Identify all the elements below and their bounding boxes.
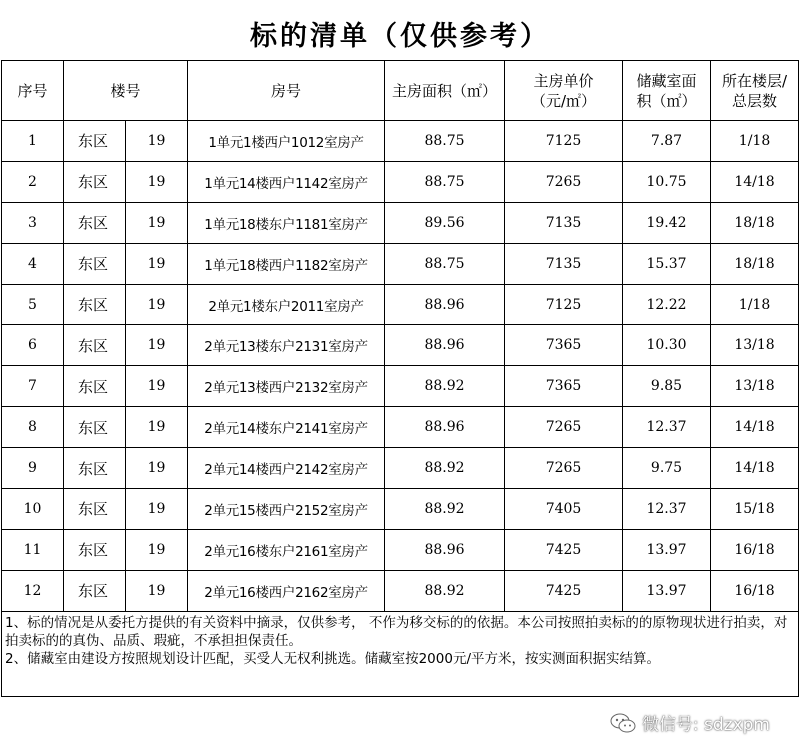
cell-building: 19	[126, 284, 188, 325]
cell-floor: 14/18	[711, 407, 799, 448]
cell-main-area: 88.75	[385, 161, 505, 202]
header-storage-line2: 积（㎡）	[636, 91, 697, 110]
note-1: 1、标的情况是从委托方提供的有关资料中摘录，仅供参考， 不作为移交标的的依据。本公司按照拍卖标的的原物现状进行拍卖，对拍卖标的的真伪、品质、瑕疵，不承担担保责任。	[5, 614, 788, 649]
table-row	[2, 161, 799, 202]
cell-floor: 13/18	[711, 325, 799, 366]
table-row	[2, 489, 799, 530]
cell-floor: 16/18	[711, 570, 799, 611]
cell-storage-area: 12.37	[623, 407, 711, 448]
cell-district: 东区	[64, 161, 126, 202]
header-unit-price-line1: 主房单价	[533, 71, 594, 90]
cell-seq: 1	[2, 121, 64, 162]
cell-building: 19	[126, 366, 188, 407]
cell-seq: 2	[2, 161, 64, 202]
cell-room: 2单元16楼西户2162室房产	[188, 570, 385, 611]
cell-seq: 6	[2, 325, 64, 366]
cell-room: 1单元14楼西户1142室房产	[188, 161, 385, 202]
cell-room: 2单元13楼东户2131室房产	[188, 325, 385, 366]
listing-table	[1, 60, 799, 697]
header-main-area: 主房面积（㎡）	[385, 61, 505, 121]
cell-room: 2单元16楼东户2161室房产	[188, 529, 385, 570]
cell-room: 1单元1楼西户1012室房产	[188, 121, 385, 162]
cell-district: 东区	[64, 407, 126, 448]
cell-building: 19	[126, 202, 188, 243]
cell-building: 19	[126, 243, 188, 284]
cell-main-area: 88.96	[385, 284, 505, 325]
note-2: 2、储藏室由建设方按照规划设计匹配，买受人无权利挑选。储藏室按2000元/平方米，按实测面积据实结算。	[5, 650, 660, 667]
cell-unit-price: 7265	[505, 407, 623, 448]
cell-unit-price: 7365	[505, 366, 623, 407]
cell-storage-area: 10.30	[623, 325, 711, 366]
cell-main-area: 88.92	[385, 570, 505, 611]
cell-district: 东区	[64, 202, 126, 243]
cell-storage-area: 9.75	[623, 448, 711, 489]
cell-district: 东区	[64, 121, 126, 162]
table-row	[2, 284, 799, 325]
cell-building: 19	[126, 489, 188, 530]
cell-unit-price: 7405	[505, 489, 623, 530]
cell-building: 19	[126, 161, 188, 202]
cell-storage-area: 15.37	[623, 243, 711, 284]
cell-building: 19	[126, 407, 188, 448]
table-row	[2, 325, 799, 366]
cell-main-area: 88.92	[385, 448, 505, 489]
cell-unit-price: 7425	[505, 529, 623, 570]
header-seq: 序号	[2, 61, 64, 121]
table-row	[2, 121, 799, 162]
cell-unit-price: 7425	[505, 570, 623, 611]
cell-main-area: 89.56	[385, 202, 505, 243]
cell-room: 1单元18楼东户1181室房产	[188, 202, 385, 243]
cell-main-area: 88.96	[385, 529, 505, 570]
cell-seq: 4	[2, 243, 64, 284]
cell-storage-area: 19.42	[623, 202, 711, 243]
cell-building: 19	[126, 448, 188, 489]
cell-storage-area: 13.97	[623, 529, 711, 570]
cell-room: 2单元13楼西户2132室房产	[188, 366, 385, 407]
notes-cell	[2, 611, 799, 696]
cell-unit-price: 7125	[505, 121, 623, 162]
cell-seq: 9	[2, 448, 64, 489]
watermark-text: 微信号: sdzxpm	[641, 715, 770, 735]
cell-storage-area: 7.87	[623, 121, 711, 162]
cell-unit-price: 7265	[505, 448, 623, 489]
table-row	[2, 243, 799, 284]
cell-floor: 1/18	[711, 121, 799, 162]
cell-storage-area: 10.75	[623, 161, 711, 202]
cell-district: 东区	[64, 366, 126, 407]
cell-room: 2单元14楼西户2142室房产	[188, 448, 385, 489]
cell-seq: 11	[2, 529, 64, 570]
cell-seq: 3	[2, 202, 64, 243]
watermark	[610, 710, 770, 735]
cell-seq: 10	[2, 489, 64, 530]
cell-building: 19	[126, 529, 188, 570]
cell-seq: 5	[2, 284, 64, 325]
header-room: 房号	[188, 61, 385, 121]
notes-row	[2, 611, 799, 696]
cell-district: 东区	[64, 448, 126, 489]
cell-floor: 18/18	[711, 243, 799, 284]
cell-building: 19	[126, 570, 188, 611]
table-row	[2, 202, 799, 243]
cell-district: 东区	[64, 529, 126, 570]
cell-storage-area: 13.97	[623, 570, 711, 611]
header-floor-line1: 所在楼层/	[721, 71, 788, 90]
header-building: 楼号	[64, 61, 188, 121]
header-storage-area	[623, 61, 711, 121]
header-storage-line1: 储藏室面	[636, 71, 697, 90]
cell-district: 东区	[64, 489, 126, 530]
cell-unit-price: 7135	[505, 202, 623, 243]
cell-district: 东区	[64, 284, 126, 325]
cell-main-area: 88.96	[385, 325, 505, 366]
cell-storage-area: 12.22	[623, 284, 711, 325]
cell-floor: 16/18	[711, 529, 799, 570]
cell-room: 2单元1楼东户2011室房产	[188, 284, 385, 325]
cell-district: 东区	[64, 243, 126, 284]
header-unit-price	[505, 61, 623, 121]
page-title: 标的清单（仅供参考）	[250, 21, 550, 52]
header-unit-price-line2: （元/㎡）	[530, 91, 597, 110]
cell-unit-price: 7365	[505, 325, 623, 366]
header-row	[2, 61, 799, 121]
wechat-icon	[610, 713, 636, 733]
cell-storage-area: 12.37	[623, 489, 711, 530]
header-floor	[711, 61, 799, 121]
cell-main-area: 88.92	[385, 489, 505, 530]
cell-district: 东区	[64, 325, 126, 366]
cell-floor: 15/18	[711, 489, 799, 530]
cell-floor: 14/18	[711, 161, 799, 202]
cell-main-area: 88.75	[385, 121, 505, 162]
cell-floor: 1/18	[711, 284, 799, 325]
table-row	[2, 570, 799, 611]
cell-room: 1单元18楼西户1182室房产	[188, 243, 385, 284]
cell-main-area: 88.96	[385, 407, 505, 448]
table-row	[2, 448, 799, 489]
cell-room: 2单元15楼西户2152室房产	[188, 489, 385, 530]
cell-floor: 18/18	[711, 202, 799, 243]
cell-seq: 12	[2, 570, 64, 611]
cell-floor: 13/18	[711, 366, 799, 407]
cell-floor: 14/18	[711, 448, 799, 489]
header-floor-line2: 总层数	[732, 91, 778, 110]
table-row	[2, 366, 799, 407]
cell-room: 2单元14楼东户2141室房产	[188, 407, 385, 448]
cell-main-area: 88.92	[385, 366, 505, 407]
cell-building: 19	[126, 121, 188, 162]
cell-building: 19	[126, 325, 188, 366]
cell-unit-price: 7135	[505, 243, 623, 284]
cell-unit-price: 7265	[505, 161, 623, 202]
cell-district: 东区	[64, 570, 126, 611]
cell-unit-price: 7125	[505, 284, 623, 325]
table-row	[2, 407, 799, 448]
cell-seq: 8	[2, 407, 64, 448]
cell-storage-area: 9.85	[623, 366, 711, 407]
cell-seq: 7	[2, 366, 64, 407]
table-row	[2, 529, 799, 570]
cell-main-area: 88.75	[385, 243, 505, 284]
